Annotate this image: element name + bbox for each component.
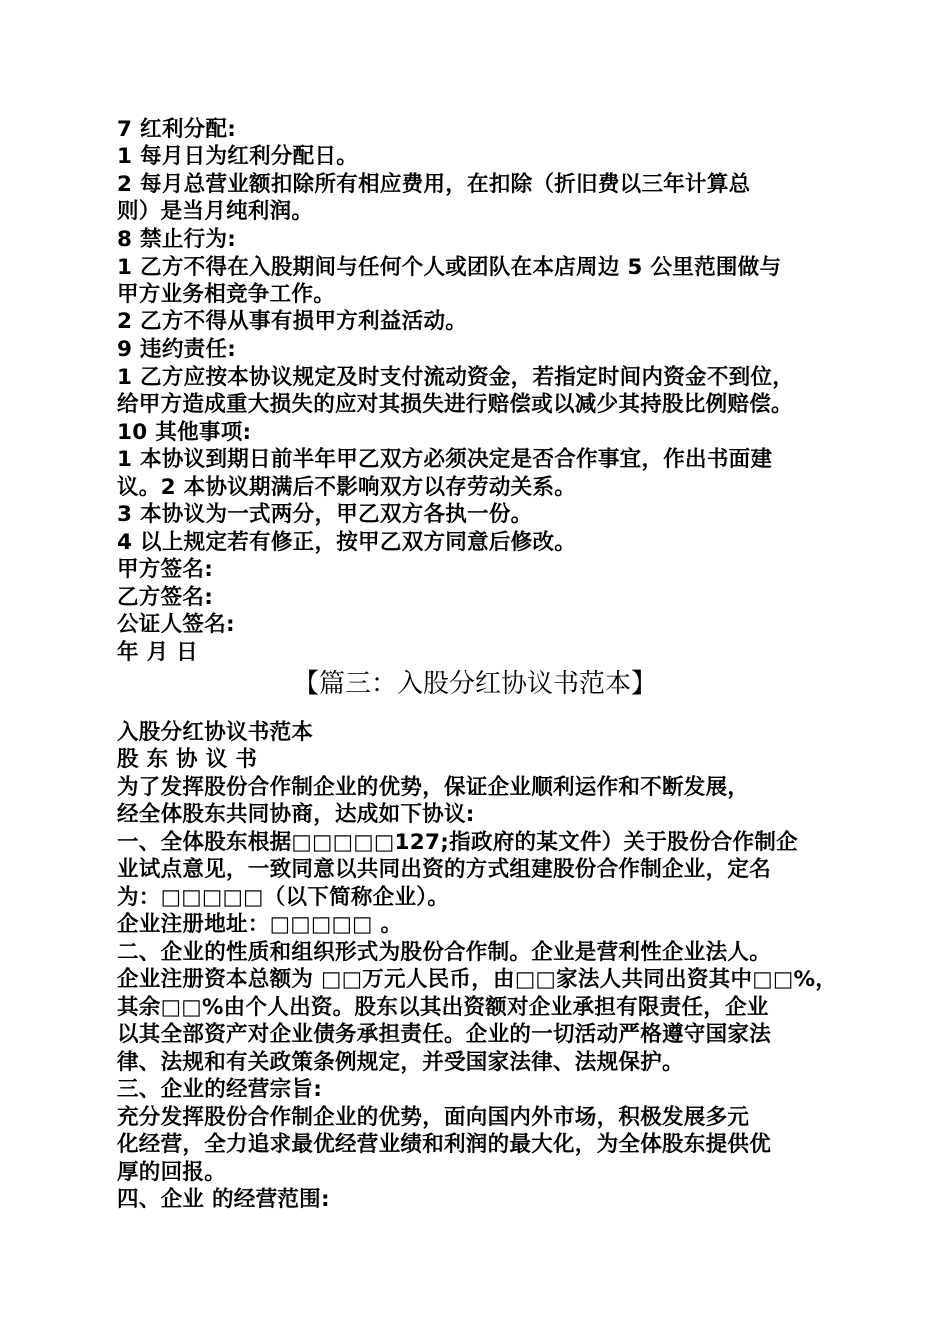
text-line: 为了发挥股份合作制企业的优势，保证企业顺利运作和不断发展， [117,775,750,800]
text-line: 甲方业务相竞争工作。 [117,282,336,307]
text-line: 入股分红协议书范本 [117,720,314,745]
text-line: 2 每月总营业额扣除所有相应费用，在扣除（折旧费以三年计算总 [117,172,751,197]
text-line: 二、企业的性质和组织形式为股份合作制。企业是营利性企业法人。 [117,940,772,965]
text-line: 1 每月日为红利分配日。 [117,144,359,169]
text-line: 厚的回报。 [117,1160,227,1185]
text-line: 充分发挥股份合作制企业的优势，面向国内外市场，积极发展多元 [117,1105,750,1130]
text-line: 2 乙方不得从事有损甲方利益活动。 [117,309,468,334]
text-line: 9 违约责任: [117,337,237,362]
text-line: 律、法规和有关政策条例规定，并受国家法律、法规保护。 [117,1050,684,1075]
text-line: 一、全体股东根据□□□□□127;指政府的某文件）关于股份合作制企 [117,830,798,855]
text-line: 四、企业 的经营范围: [117,1187,330,1212]
text-line: 以其全部资产对企业债务承担责任。企业的一切活动严格遵守国家法 [117,1022,772,1047]
text-line: 化经营，全力追求最优经营业绩和利润的最大化，为全体股东提供优 [117,1132,772,1157]
text-line: 业试点意见，一致同意以共同出资的方式组建股份合作制企业，定名 [117,857,772,882]
section-heading: 【篇三：入股分红协议书范本】 [292,669,657,699]
signature-line-party-a: 甲方签名: [117,557,214,582]
text-line: 经全体股东共同协商，达成如下协议: [117,802,475,827]
text-line: 4 以上规定若有修正，按甲乙双方同意后修改。 [117,530,577,555]
text-line: 1 乙方不得在入股期间与任何个人或团队在本店周边 5 公里范围做与 [117,255,782,280]
text-line: 为：□□□□□（以下简称企业）。 [117,885,450,910]
text-line: 1 乙方应按本协议规定及时支付流动资金，若指定时间内资金不到位， [117,365,795,390]
signature-line-notary: 公证人签名: [117,612,235,637]
date-line: 年 月 日 [117,640,198,665]
text-line: 10 其他事项: [117,420,252,445]
text-line: 议。2 本协议期满后不影响双方以存劳动关系。 [117,475,577,500]
signature-line-party-b: 乙方签名: [117,585,214,610]
text-line: 3 本协议为一式两分，甲乙双方各执一份。 [117,502,533,527]
text-line: 企业注册资本总额为 □□万元人民币，由□□家法人共同出资其中□□%， [117,967,838,992]
text-line: 则）是当月纯利润。 [117,199,314,224]
text-line: 三、企业的经营宗旨: [117,1077,323,1102]
text-line: 1 本协议到期日前半年甲乙双方必须决定是否合作事宜，作出书面建 [117,447,773,472]
text-line: 其余□□%由个人出资。股东以其出资额对企业承担有限责任，企业 [117,995,769,1020]
text-line: 给甲方造成重大损失的应对其损失进行赔偿或以减少其持股比例赔偿。 [117,392,793,417]
text-line: 企业注册地址：□□□□□ 。 [117,912,403,937]
text-line: 8 禁止行为: [117,227,237,252]
text-line: 7 红利分配: [117,117,237,142]
text-line: 股 东 协 议 书 [117,747,258,772]
